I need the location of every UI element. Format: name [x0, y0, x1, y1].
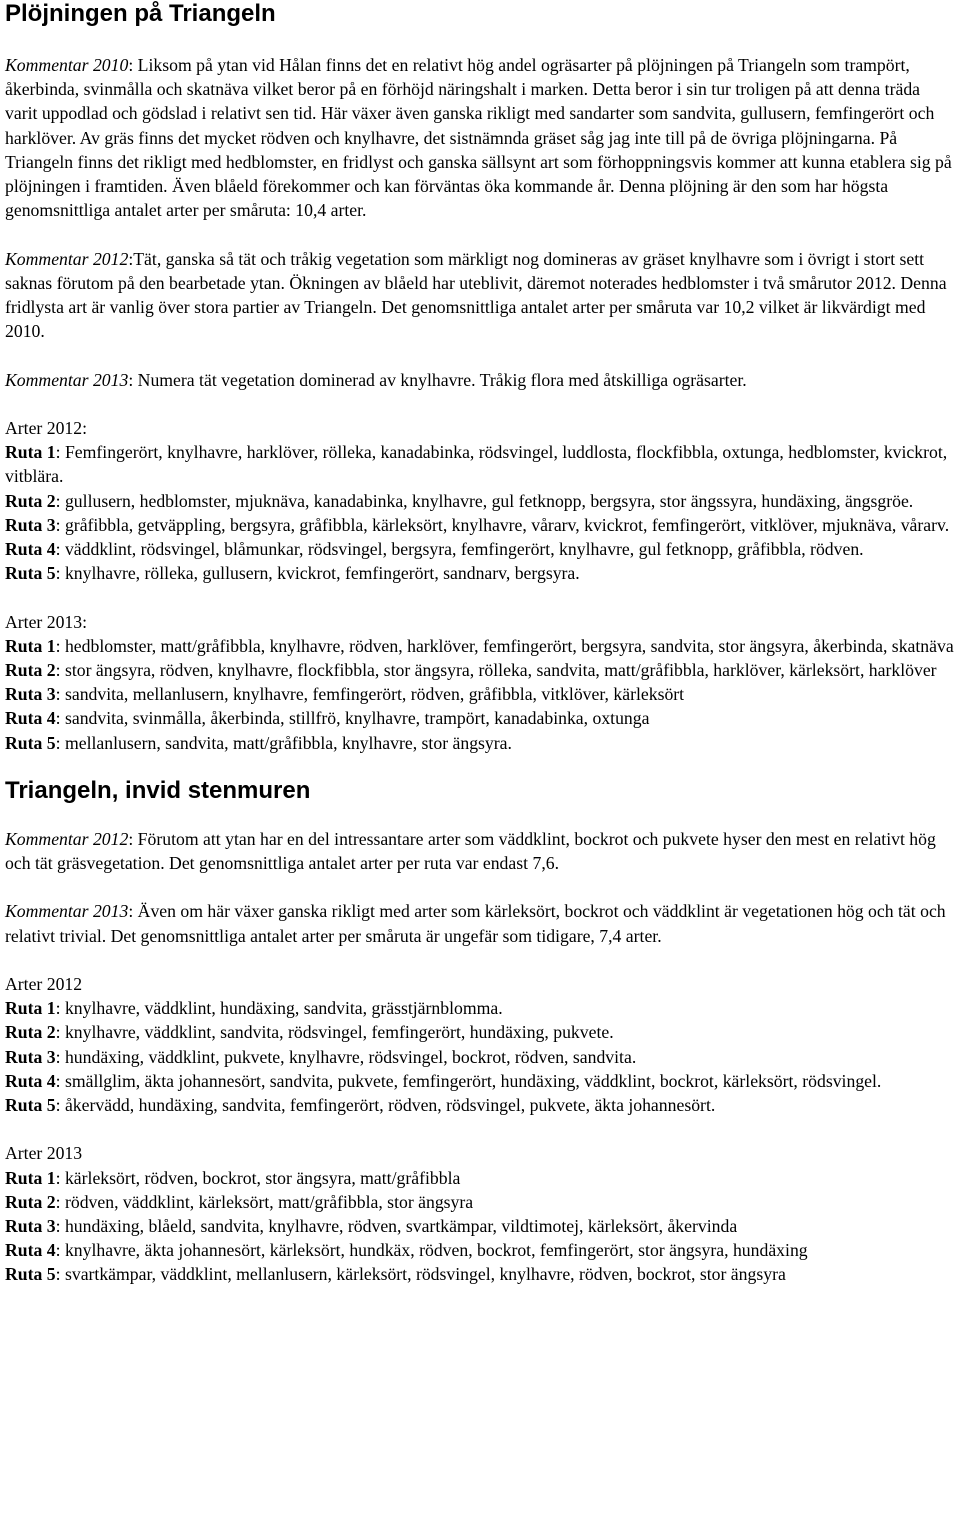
- species-heading: Arter 2012:: [5, 418, 88, 438]
- ruta-line: Ruta 1: Femfingerört, knylhavre, harklöver, rölleka, kanadabinka, rödsvingel, luddlosta, flockfibbla, oxtunga, hedblomster, kvickrot, vitblära.: [5, 442, 948, 487]
- ruta-line: Ruta 3: hundäxing, väddklint, pukvete, knylhavre, rödsvingel, bockrot, rödven, sandvita.: [5, 1046, 637, 1067]
- species-list: [5, 416, 955, 585]
- comment-paragraph: Kommentar 2012: Förutom att ytan har en del intressantare arter som väddklint, bockrot och pukvete hyser den mest en relativt hög och tät gräsvegetation. Det genomsnittliga antalet arter per ruta var endast 7,6.: [5, 828, 936, 874]
- species-list: [5, 610, 955, 755]
- ruta-label: Ruta 2: [5, 490, 56, 511]
- ruta-line: Ruta 3: gråfibbla, getväppling, bergsyra, gråfibbla, kärleksört, knylhavre, vårarv, kvickrot, femfingerört, vitklöver, mjuknäva, vårarv.: [5, 514, 950, 535]
- comment-label: Kommentar 2012: [5, 828, 129, 849]
- ruta-line: Ruta 2: gullusern, hedblomster, mjuknäva, kanadabinka, knylhavre, gul fetknopp, bergsyra, stor ängssyra, hundäxing, ängsgröe.: [5, 490, 914, 511]
- ruta-line: Ruta 5: knylhavre, rölleka, gullusern, kvickrot, femfingerört, sandnarv, bergsyra.: [5, 563, 580, 584]
- ruta-line: Ruta 4: knylhavre, äkta johannesört, kärleksört, hundkäx, rödven, bockrot, femfingerört, stor ängsyra, hundäxing: [5, 1240, 808, 1261]
- ruta-line: Ruta 4: sandvita, svinmålla, åkerbinda, stillfrö, knylhavre, trampört, kanadabinka, oxtunga: [5, 708, 650, 729]
- ruta-label: Ruta 4: [5, 708, 56, 729]
- comment-label: Kommentar 2013: [5, 901, 129, 922]
- ruta-label: Ruta 5: [5, 563, 56, 584]
- comment-text: Liksom på ytan vid Hålan finns det en relativt hög andel ogräsarter på plöjningen på Triangeln som trampört, åkerbinda, svinmålla och skatnäva vilket beror på en förhöjd näringshalt i marken. Detta beror i sin tur troligen på att denna träda varit uppodlad och gödslad i relativt sen tid. Här växer även ganska rikligt med sandarter som sandvita, gullusern, femfingerört och harklöver. Av gräs finns det mycket rödven och knylhavre, det sistnämnda gräset såg jag inte till på de övriga plöjningarna. På Triangeln finns det rikligt med hedblomster, en fridlyst och ganska sällsynt art som förhoppningsvis kommer att kunna etablera sig på plöjningen i framtiden. Även blåeld förekommer och kan förväntas öka kommande år. Denna plöjning är den som har högsta genomsnittliga antalet arter per småruta: 10,4 arter.: [5, 55, 952, 221]
- ruta-label: Ruta 2: [5, 1191, 56, 1212]
- ruta-label: Ruta 3: [5, 514, 56, 535]
- species-heading: Arter 2013:: [5, 611, 88, 632]
- ruta-label: Ruta 5: [5, 732, 56, 753]
- ruta-label: Ruta 4: [5, 1070, 56, 1091]
- ruta-label: Ruta 1: [5, 635, 56, 656]
- species-list: [5, 1141, 955, 1286]
- ruta-label: Ruta 1: [5, 1167, 56, 1188]
- section-title: Triangeln, invid stenmuren: [5, 776, 311, 804]
- ruta-label: Ruta 2: [5, 660, 56, 681]
- ruta-line: Ruta 4: smällglim, äkta johannesört, sandvita, pukvete, femfingerört, hundäxing, väddklint, bockrot, kärleksört, rödsvingel.: [5, 1070, 882, 1091]
- comment-label: Kommentar 2012: [5, 248, 129, 269]
- comment-text: Numera tät vegetation dominerad av knylhavre. Tråkig flora med åtskilliga ogräsarter.: [137, 369, 747, 390]
- ruta-label: Ruta 3: [5, 684, 56, 705]
- ruta-line: Ruta 2: stor ängsyra, rödven, knylhavre, flockfibbla, stor ängsyra, rölleka, sandvita, matt/gråfibbla, harklöver, kärleksört, harklöver: [5, 660, 937, 681]
- comment-paragraph: Kommentar 2012:Tät, ganska så tät och tråkig vegetation som märkligt nog domineras av gräset knylhavre som i övrigt i stort sett saknas förutom på den bearbetade ytan. Ökningen av blåeld har uteblivit, däremot noterades hedblomster i två smårutor 2012. Denna fridlysta art är vanlig över stora partier av Triangeln. Det genomsnittliga antalet arter per småruta var 10,2 vilket är likvärdigt med 2010.: [5, 248, 947, 342]
- ruta-label: Ruta 1: [5, 442, 56, 463]
- ruta-label: Ruta 4: [5, 539, 56, 560]
- ruta-line: Ruta 5: åkervädd, hundäxing, sandvita, femfingerört, rödven, rödsvingel, pukvete, äkta johannesört.: [5, 1095, 716, 1116]
- ruta-line: Ruta 4: väddklint, rödsvingel, blåmunkar, rödsvingel, bergsyra, femfingerört, knylhavre, gul fetknopp, gråfibbla, rödven.: [5, 539, 864, 560]
- ruta-label: Ruta 3: [5, 1046, 56, 1067]
- ruta-line: Ruta 3: sandvita, mellanlusern, knylhavre, femfingerört, rödven, gråfibbla, vitklöver, kärleksört: [5, 684, 685, 705]
- ruta-line: Ruta 5: svartkämpar, väddklint, mellanlusern, kärleksört, rödsvingel, knylhavre, rödven, bockrot, stor ängsyra: [5, 1264, 786, 1285]
- comment-label: Kommentar 2013: [5, 369, 129, 390]
- ruta-label: Ruta 5: [5, 1095, 56, 1116]
- ruta-line: Ruta 2: rödven, väddklint, kärleksört, matt/gråfibbla, stor ängsyra: [5, 1191, 474, 1212]
- comment-text: Tät, ganska så tät och tråkig vegetation som märkligt nog domineras av gräset knylhavre som i övrigt i stort sett saknas förutom på den bearbetade ytan. Ökningen av blåeld har uteblivit, däremot noterades hedblomster i två smårutor 2012. Denna fridlysta art är vanlig över stora partier av Triangeln. Det genomsnittliga antalet arter per småruta var 10,2 vilket är likvärdigt med 2010.: [5, 248, 947, 342]
- ruta-line: Ruta 3: hundäxing, blåeld, sandvita, knylhavre, rödven, svartkämpar, vildtimotej, kärleksört, åkervinda: [5, 1216, 738, 1237]
- comment-paragraph: Kommentar 2013: Även om här växer ganska rikligt med arter som kärleksört, bockrot och väddklint är vegetationen hög och tät och relativt trivial. Det genomsnittliga antalet arter per småruta är ungefär som tidigare, 7,4 arter.: [5, 901, 946, 946]
- ruta-label: Ruta 5: [5, 1264, 56, 1285]
- ruta-label: Ruta 3: [5, 1216, 56, 1237]
- ruta-label: Ruta 1: [5, 998, 56, 1019]
- ruta-line: Ruta 1: kärleksört, rödven, bockrot, stor ängsyra, matt/gråfibbla: [5, 1167, 461, 1188]
- comment-label: Kommentar 2010: [5, 55, 129, 75]
- ruta-line: Ruta 1: knylhavre, väddklint, hundäxing, sandvita, grässtjärnblomma.: [5, 998, 503, 1019]
- species-heading: Arter 2013: [5, 1143, 83, 1164]
- comment-paragraph: Kommentar 2013: Numera tät vegetation dominerad av knylhavre. Tråkig flora med åtskilliga ogräsarter.: [5, 369, 747, 390]
- comment-text: Även om här växer ganska rikligt med arter som kärleksört, bockrot och väddklint är vegetationen hög och tät och relativt trivial. Det genomsnittliga antalet arter per småruta är ungefär som tidigare, 7,4 arter.: [5, 901, 946, 946]
- ruta-line: Ruta 1: hedblomster, matt/gråfibbla, knylhavre, rödven, harklöver, femfingerört, bergsyra, sandvita, stor ängsyra, åkerbinda, skatnäva: [5, 635, 954, 656]
- ruta-label: Ruta 2: [5, 1022, 56, 1043]
- comment-text: Förutom att ytan har en del intressantare arter som väddklint, bockrot och pukvete hyser den mest en relativt hög och tät gräsvegetation. Det genomsnittliga antalet arter per ruta var endast 7,6.: [5, 828, 936, 874]
- comment-paragraph: Kommentar 2010: Liksom på ytan vid Hålan finns det en relativt hög andel ogräsarter på plöjningen på Triangeln som trampört, åkerbinda, svinmålla och skatnäva vilket beror på en förhöjd näringshalt i marken. Detta beror i sin tur troligen på att denna träda varit uppodlad och gödslad i relativt sen tid. Här växer även ganska rikligt med sandarter som sandvita, gullusern, femfingerört och harklöver. Av gräs finns det mycket rödven och knylhavre, det sistnämnda gräset såg jag inte till på de övriga plöjningarna. På Triangeln finns det rikligt med hedblomster, en fridlyst och ganska sällsynt art som förhoppningsvis kommer att kunna etablera sig på plöjningen i framtiden. Även blåeld förekommer och kan förväntas öka kommande år. Denna plöjning är den som har högsta genomsnittliga antalet arter per småruta: 10,4 arter.: [5, 55, 952, 221]
- ruta-line: Ruta 2: knylhavre, väddklint, sandvita, rödsvingel, femfingerört, hundäxing, pukvete.: [5, 1022, 614, 1043]
- ruta-label: Ruta 4: [5, 1240, 56, 1261]
- species-heading: Arter 2012: [5, 974, 83, 995]
- ruta-line: Ruta 5: mellanlusern, sandvita, matt/gråfibbla, knylhavre, stor ängsyra.: [5, 732, 512, 753]
- species-list: [5, 972, 955, 1117]
- document: [5, 0, 955, 1287]
- section-title: Plöjningen på Triangeln: [5, 0, 276, 27]
